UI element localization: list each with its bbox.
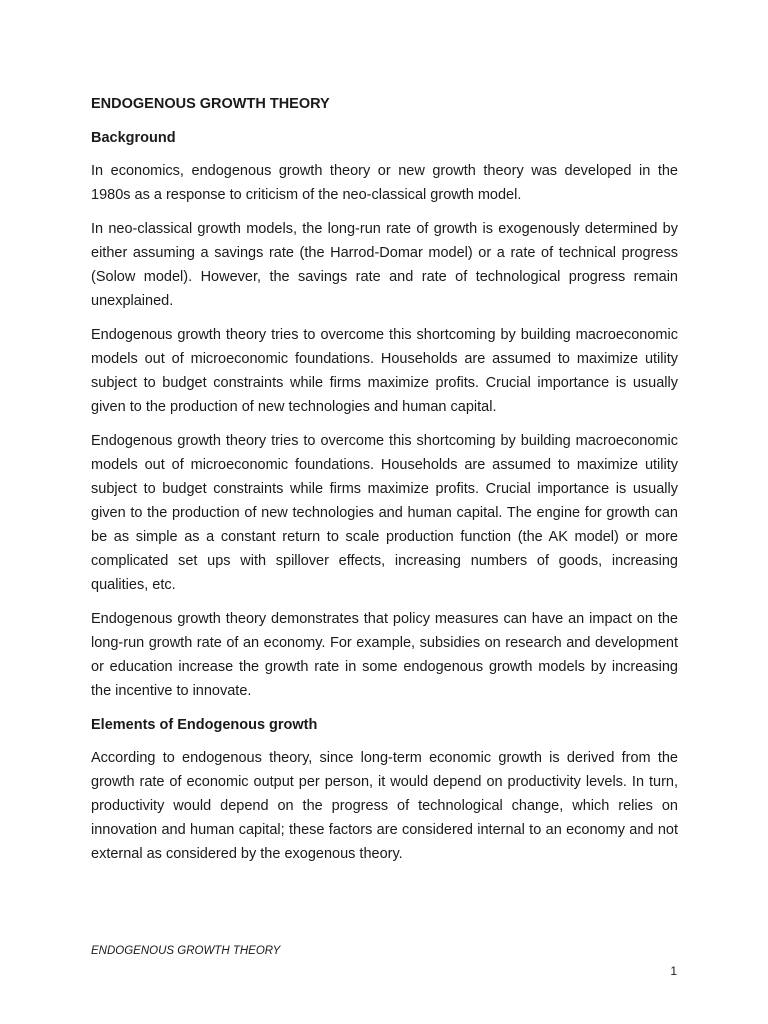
paragraph: Endogenous growth theory tries to overcome this shortcoming by building macroeconomic models out of microeconomic foundations. Households are assumed to maximize utility subject to budget constraints while firms maximize profits. Crucial importance is usually given to the production of new technologies and human capital. The engine for growth can be as simple as a constant return to scale production function (the AK model) or more complicated set ups with spillover effects, increasing numbers of goods, increasing qualities, etc.	[91, 433, 678, 593]
section-heading-elements: Elements of Endogenous growth	[91, 717, 318, 733]
paragraph: Endogenous growth theory demonstrates that policy measures can have an impact on the long-run growth rate of an economy. For example, subsidies on research and development or education increase the growth rate in some endogenous growth models by increasing the incentive to innovate.	[91, 611, 678, 699]
page-number: 1	[670, 964, 677, 978]
paragraph: In economics, endogenous growth theory or new growth theory was developed in the 1980s as a response to criticism of the neo-classical growth model.	[91, 163, 678, 203]
footer-running-title: ENDOGENOUS GROWTH THEORY	[91, 945, 281, 957]
document-title: ENDOGENOUS GROWTH THEORY	[91, 96, 330, 112]
paragraph: According to endogenous theory, since long-term economic growth is derived from the growth rate of economic output per person, it would depend on productivity levels. In turn, productivity would depend on the progress of technological change, which relies on innovation and human capital; these factors are considered internal to an economy and not external as considered by the exogenous theory.	[91, 750, 678, 862]
paragraph: In neo-classical growth models, the long-run rate of growth is exogenously determined by either assuming a savings rate (the Harrod-Domar model) or a rate of technical progress (Solow model). However, the savings rate and rate of technological progress remain unexplained.	[91, 221, 678, 309]
page-content	[91, 92, 678, 876]
paragraph: Endogenous growth theory tries to overcome this shortcoming by building macroeconomic models out of microeconomic foundations. Households are assumed to maximize utility subject to budget constraints while firms maximize profits. Crucial importance is usually given to the production of new technologies and human capital.	[91, 327, 678, 415]
section-heading-background: Background	[91, 130, 176, 146]
